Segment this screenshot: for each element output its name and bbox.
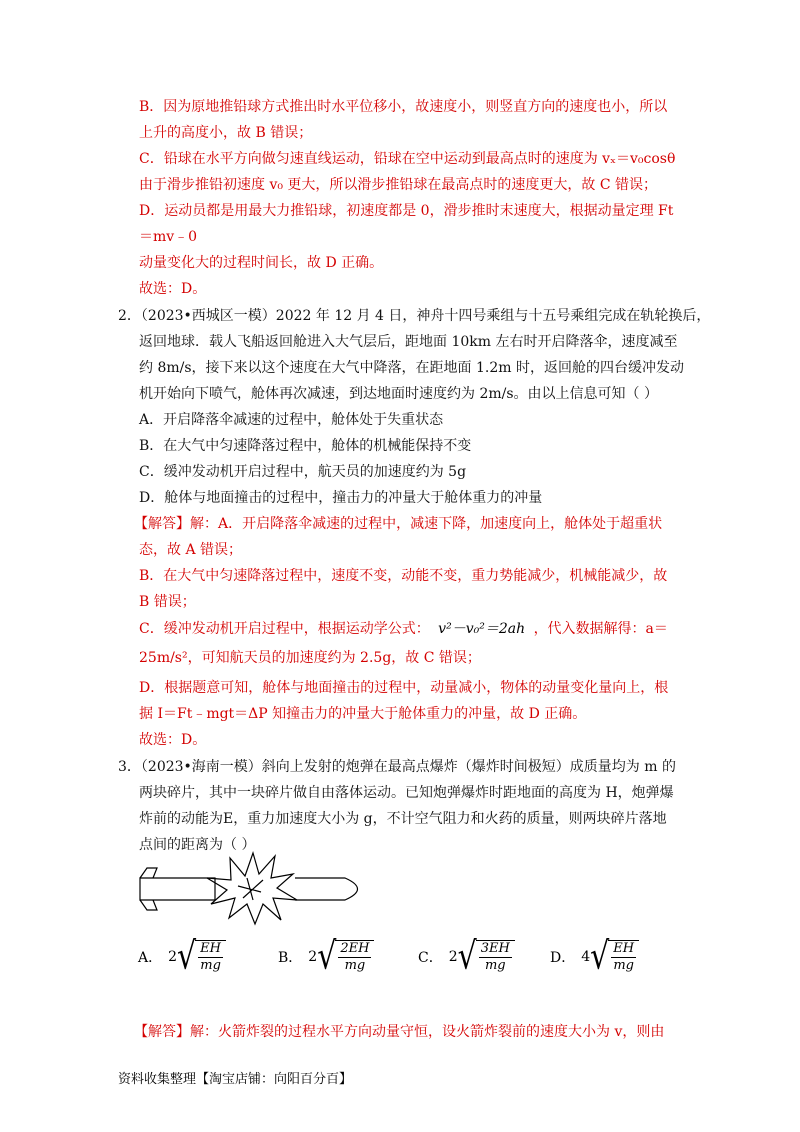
fraction-numerator: EH (613, 941, 635, 956)
text-line: B 错误； (139, 594, 196, 610)
text-line: 据 I＝Ft﹣mgt＝ΔP 知撞击力的冲量大于舱体重力的冲量，故 D 正确。 (139, 706, 587, 722)
option-coefficient: 2 (448, 949, 458, 965)
text-line: 由于滑步推铅初速度 v₀ 更大，所以滑步推铅球在最高点时的速度更大，故 C 错误； (139, 177, 658, 193)
fraction-numerator: 2EH (340, 941, 370, 956)
answer-options (138, 934, 698, 990)
text-line: 【解答】解：A．开启降落伞减速的过程中，减速下降，加速度向上，舱体处于超重状 (134, 516, 663, 532)
shell-explosion-figure (135, 848, 375, 928)
text-line: 返回地球．载人飞船返回舱进入大气层后，距地面 10km 左右时开启降落伞，速度减至 (139, 334, 678, 350)
sqrt-expression: √ $\frac{EH}{mg}$ (590, 940, 639, 974)
text-line: 【解答】解：火箭炸裂的过程水平方向动量守恒，设火箭炸裂前的速度大小为 v，则由 (134, 1024, 665, 1040)
footer-note: 资料收集整理【淘宝店铺：向阳百分百】 (118, 1072, 353, 1087)
fraction-denominator: mg (484, 958, 506, 973)
fraction-denominator: mg (200, 958, 221, 973)
answer-c-line (139, 619, 668, 639)
option-coefficient: 2 (308, 949, 318, 965)
text-line: 上升的高度小，故 B 错误； (139, 125, 313, 141)
text-line: B．因为原地推铅球方式推出时水平位移小，故速度小，则竖直方向的速度也小，所以 (139, 99, 668, 115)
text-line: 故选：D。 (139, 732, 207, 748)
text-line: 点间的距离为（ ） (139, 837, 256, 853)
text-line: 机开始向下喷气，舱体再次减速，到达地面时速度约为 2m/s。由以上信息可知（ ） (139, 386, 658, 402)
option-c (418, 934, 515, 979)
fraction-numerator: 3EH (480, 941, 510, 956)
text-line: B．在大气中匀速降落过程中，舱体的机械能保持不变 (139, 438, 472, 454)
fraction (195, 940, 226, 974)
text-line: 炸前的动能为E，重力加速度大小为 g，不计空气阻力和火药的质量，则两块碎片落地 (139, 811, 667, 827)
text-line: 2．（2023•西城区一模）2022 年 12 月 4 日，神舟十四号乘组与十五号乘组完成在轨轮换后， (118, 308, 711, 324)
fraction-denominator: mg (344, 958, 366, 973)
option-coefficient: 4 (581, 949, 591, 965)
option-coefficient: 2 (168, 949, 178, 965)
sqrt-expression: √ $\frac{3EH}{mg}$ (458, 940, 515, 974)
answer-c-prefix: C．缓冲发动机开启过程中，根据运动学公式： (139, 621, 430, 637)
option-label: A． (138, 950, 163, 966)
option-label: D． (550, 950, 576, 966)
fraction (335, 940, 374, 974)
text-line: D．舱体与地面撞击的过程中，撞击力的冲量大于舱体重力的冲量 (139, 490, 543, 506)
sqrt-expression: √ $\frac{EH}{mg}$ (177, 940, 226, 974)
option-d (550, 934, 639, 979)
option-b (278, 934, 374, 979)
sqrt-expression: √ $\frac{2EH}{mg}$ (317, 940, 374, 974)
kinematics-formula: v²－v₀²＝2ah (438, 621, 526, 637)
text-line: B．在大气中匀速降落过程中，速度不变，动能不变，重力势能减少，机械能减少，故 (139, 568, 668, 584)
answer-c-suffix: ，代入数据解得：a＝ (533, 621, 668, 637)
fraction (476, 940, 515, 974)
text-line: 约 8m/s，接下来以这个速度在大气中降落，在距地面 1.2m 时，返回舱的四台缓冲发动 (139, 360, 684, 376)
text-line: 态，故 A 错误； (139, 542, 243, 558)
option-a (138, 934, 226, 979)
text-line: D．运动员都是用最大力推铅球，初速度都是 0，滑步推时末速度大，根据动量定理 Ft (139, 203, 674, 219)
fraction-denominator: mg (613, 958, 635, 973)
option-label: C． (418, 950, 443, 966)
answer-c-line-2: 25m/s²，可知航天员的加速度约为 2.5g，故 C 错误； (139, 650, 481, 666)
text-line: 两块碎片，其中一块碎片做自由落体运动。已知炮弹爆炸时距地面的高度为 H，炮弹爆 (139, 785, 674, 801)
text-line: 动量变化大的过程时间长，故 D 正确。 (139, 255, 384, 271)
text-line: C．铅球在水平方向做匀速直线运动，铅球在空中运动到最高点时的速度为 vₓ＝v₀cosθ (139, 151, 676, 167)
text-line: C．缓冲发动机开启过程中，航天员的加速度约为 5g (139, 464, 467, 480)
text-line: ＝mv﹣0 (139, 229, 198, 245)
text-line: 3．（2023•海南一模）斜向上发射的炮弹在最高点爆炸（爆炸时间极短）成质量均为 m 的 (118, 759, 676, 775)
text-line: D．根据题意可知，舱体与地面撞击的过程中，动量减小，物体的动量变化量向上，根 (139, 680, 669, 696)
text-line: A．开启降落伞减速的过程中，舱体处于失重状态 (139, 412, 444, 428)
fraction (608, 940, 639, 974)
option-label: B． (278, 950, 303, 966)
fraction-numerator: EH (200, 941, 221, 956)
text-line: 故选：D。 (139, 281, 207, 297)
